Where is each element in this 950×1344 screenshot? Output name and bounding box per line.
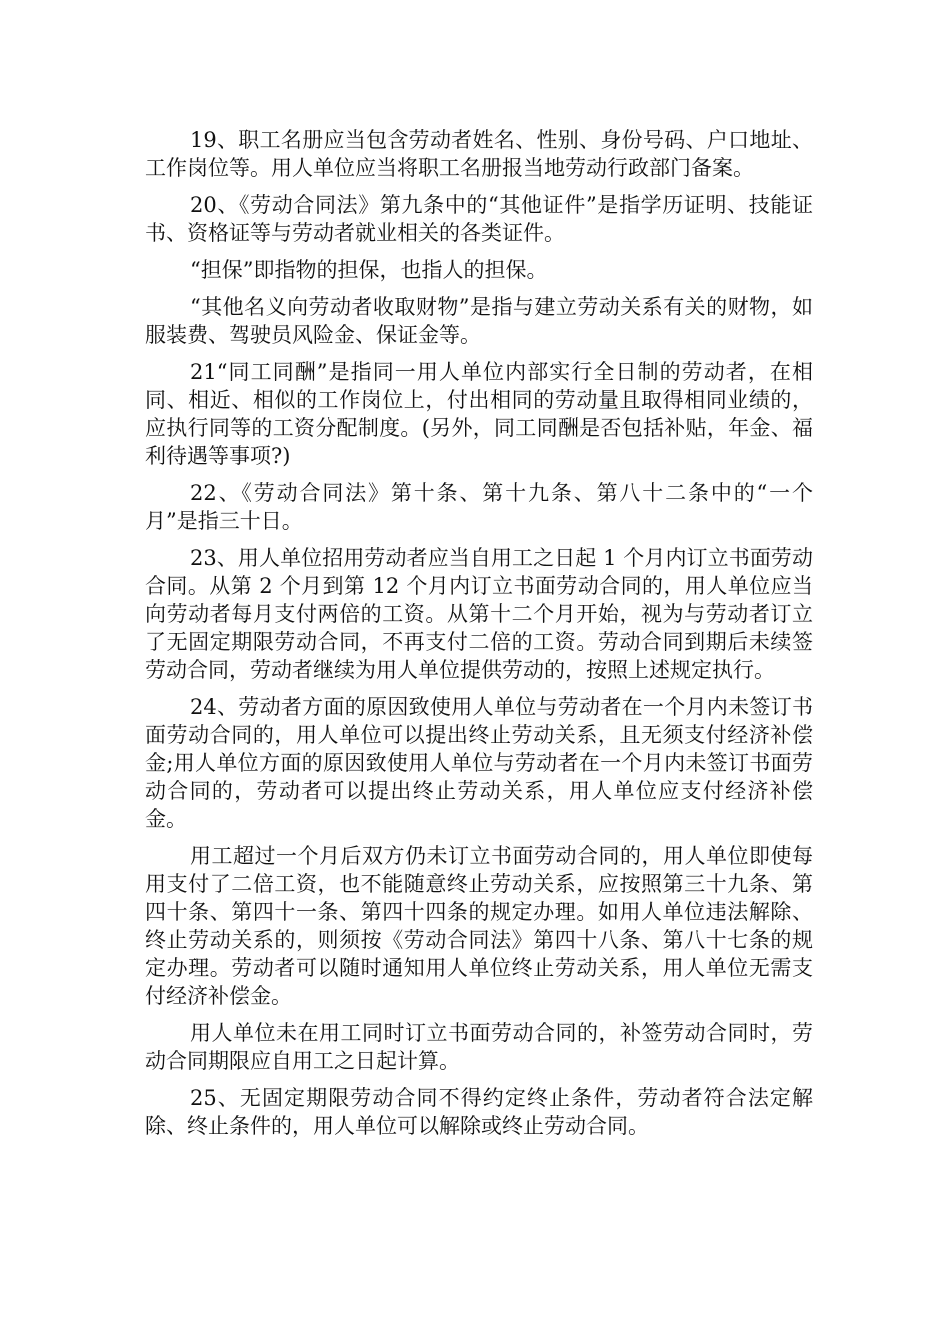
paragraph-23: 23、用人单位招用劳动者应当自用工之日起 1 个月内订立书面劳动合同。从第 2 个月到第 12 个月内订立书面劳动合同的，用人单位应当向劳动者每月支付两倍的工资。从第十二个月开始，视为与劳动者订立了无固定期限劳动合同，不再支付二倍的工资。劳动合同到期后未续签劳动合同，劳动者继续为用人单位提供劳动的，按照上述规定执行。 — [145, 546, 813, 682]
paragraph-20: 20、《劳动合同法》第九条中的“其他证件”是指学历证明、技能证书、资格证等与劳动者就业相关的各类证件。 — [145, 193, 813, 245]
document-body — [145, 126, 813, 1149]
paragraph-25: 25、无固定期限劳动合同不得约定终止条件，劳动者符合法定解除、终止条件的，用人单位可以解除或终止劳动合同。 — [145, 1086, 813, 1138]
paragraph-24: 24、劳动者方面的原因致使用人单位与劳动者在一个月内未签订书面劳动合同的，用人单位可以提出终止劳动关系，且无须支付经济补偿金;用人单位方面的原因致使用人单位与劳动者在一个月内未签订书面劳动合同的，劳动者可以提出终止劳动关系，用人单位应支付经济补偿金。 — [145, 695, 813, 831]
paragraph-supplement-contract: 用人单位未在用工同时订立书面劳动合同的，补签劳动合同时，劳动合同期限应自用工之日起计算。 — [145, 1021, 813, 1073]
paragraph-19: 19、职工名册应当包含劳动者姓名、性别、身份号码、户口地址、工作岗位等。用人单位应当将职工名册报当地劳动行政部门备案。 — [145, 128, 813, 180]
paragraph-other-fees: “其他名义向劳动者收取财物”是指与建立劳动关系有关的财物，如服装费、驾驶员风险金、保证金等。 — [145, 295, 813, 347]
paragraph-22: 22、《劳动合同法》第十条、第十九条、第八十二条中的“一个月”是指三十日。 — [145, 481, 813, 533]
paragraph-guarantee: “担保”即指物的担保，也指人的担保。 — [190, 258, 548, 282]
paragraph-21: 21“同工同酬”是指同一用人单位内部实行全日制的劳动者，在相同、相近、相似的工作岗位上，付出相同的劳动量且取得相同业绩的，应执行同等的工资分配制度。(另外，同工同酬是否包括补贴，年金、福利待遇等事项?) — [145, 360, 813, 468]
paragraph-over-one-month: 用工超过一个月后双方仍未订立书面劳动合同的，用人单位即使每用支付了二倍工资，也不能随意终止劳动关系，应按照第三十九条、第四十条、第四十一条、第四十四条的规定办理。如用人单位违法解除、终止劳动关系的，则须按《劳动合同法》第四十八条、第八十七条的规定办理。劳动者可以随时通知用人单位终止劳动关系，用人单位无需支付经济补偿金。 — [145, 844, 813, 1008]
